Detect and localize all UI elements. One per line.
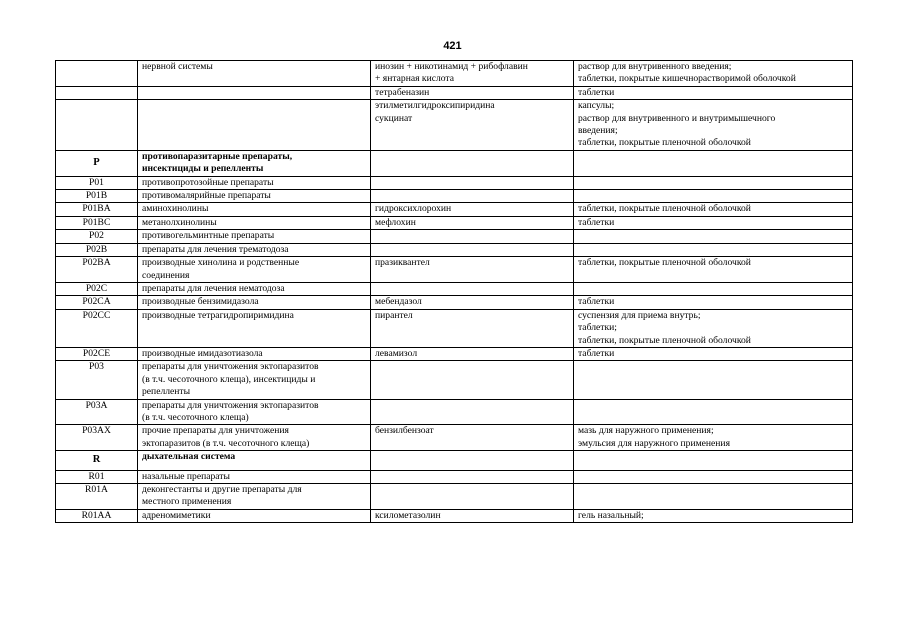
atc-code-cell: P02CC <box>56 309 138 347</box>
cell-line: празиквантел <box>375 257 430 269</box>
table-row <box>56 61 853 87</box>
cell-line: суспензия для приема внутрь; <box>578 309 701 321</box>
atc-group-name-cell <box>138 150 371 176</box>
table-row <box>56 100 853 151</box>
table-row <box>56 243 853 256</box>
dosage-form-cell <box>574 361 853 399</box>
atc-group-name-cell <box>138 399 371 425</box>
atc-code-cell: P02CA <box>56 296 138 309</box>
cell-line: противопротозойные препараты <box>142 176 274 188</box>
cell-line: производные хинолина и родственные <box>142 257 300 269</box>
dosage-form-cell <box>574 425 853 451</box>
atc-code-cell: P02C <box>56 282 138 295</box>
dosage-form-cell <box>574 150 853 176</box>
table-row <box>56 347 853 360</box>
cell-line: ксилометазолин <box>375 509 441 521</box>
table-row <box>56 216 853 229</box>
atc-code-cell: P03AX <box>56 425 138 451</box>
cell-line: введения; <box>578 125 618 137</box>
atc-code-cell: P02BA <box>56 257 138 283</box>
drug-name-cell <box>371 282 574 295</box>
cell-line: таблетки, покрытые кишечнорастворимой оболочкой <box>578 73 796 85</box>
table-row <box>56 309 853 347</box>
cell-line: пирантел <box>375 309 413 321</box>
drug-name-cell <box>371 425 574 451</box>
atc-code-cell: P01B <box>56 190 138 203</box>
dosage-form-cell <box>574 203 853 216</box>
cell-line: инозин + никотинамид + рибофлавин <box>375 61 528 72</box>
atc-group-name-cell <box>138 243 371 256</box>
table-row <box>56 230 853 243</box>
cell-line: таблетки; <box>578 322 617 334</box>
cell-line: бензилбензоат <box>375 425 434 437</box>
atc-code-cell: R01 <box>56 470 138 483</box>
cell-line: таблетки <box>578 296 615 308</box>
cell-line: таблетки <box>578 86 615 98</box>
atc-code-cell: R01AA <box>56 509 138 522</box>
atc-code-cell: P03A <box>56 399 138 425</box>
table-row <box>56 176 853 189</box>
table-row <box>56 509 853 522</box>
atc-group-name-cell <box>138 86 371 99</box>
atc-group-name-cell <box>138 282 371 295</box>
cell-line: препараты для лечения нематодоза <box>142 282 285 294</box>
cell-line: препараты для уничтожения эктопаразитов <box>142 361 319 373</box>
section-row <box>56 451 853 470</box>
dosage-form-cell <box>574 61 853 87</box>
atc-group-name-cell <box>138 347 371 360</box>
cell-line: аминохинолины <box>142 203 209 215</box>
drug-name-cell <box>371 257 574 283</box>
cell-line: производные тетрагидропиримидина <box>142 309 294 321</box>
atc-group-name-cell <box>138 257 371 283</box>
atc-code-cell <box>56 61 138 87</box>
dosage-form-cell <box>574 230 853 243</box>
cell-line: левамизол <box>375 347 418 359</box>
atc-code-cell: P02CE <box>56 347 138 360</box>
drug-name-cell <box>371 150 574 176</box>
drug-name-cell <box>371 399 574 425</box>
atc-code-cell: P02 <box>56 230 138 243</box>
atc-group-name-cell <box>138 451 371 470</box>
drug-name-cell <box>371 86 574 99</box>
cell-line: мефлохин <box>375 216 416 228</box>
cell-line: раствор для внутривенного и внутримышечного <box>578 112 776 124</box>
drug-name-cell <box>371 484 574 510</box>
atc-group-name-cell <box>138 425 371 451</box>
drug-name-cell <box>371 451 574 470</box>
cell-line: адреномиметики <box>142 509 211 521</box>
cell-line: препараты для лечения трематодоза <box>142 243 289 255</box>
table-row <box>56 86 853 99</box>
drug-name-cell <box>371 100 574 151</box>
dosage-form-cell <box>574 243 853 256</box>
cell-line: таблетки <box>578 347 615 359</box>
cell-line: препараты для уничтожения эктопаразитов <box>142 399 319 411</box>
drug-name-cell <box>371 470 574 483</box>
atc-group-name-cell <box>138 216 371 229</box>
cell-line: раствор для внутривенного введения; <box>578 61 732 72</box>
atc-group-name-cell <box>138 361 371 399</box>
cell-line: противомалярийные препараты <box>142 190 271 202</box>
table-row <box>56 257 853 283</box>
drug-name-cell <box>371 296 574 309</box>
drug-name-cell <box>371 190 574 203</box>
atc-group-name-cell <box>138 309 371 347</box>
atc-code-cell: P01BA <box>56 203 138 216</box>
cell-line: сукцинат <box>375 112 413 124</box>
dosage-form-cell <box>574 86 853 99</box>
drug-name-cell <box>371 61 574 87</box>
drug-list-table <box>55 60 853 523</box>
atc-code-cell <box>56 100 138 151</box>
dosage-form-cell <box>574 100 853 151</box>
cell-line: капсулы; <box>578 100 615 112</box>
cell-line: эмульсия для наружного применения <box>578 437 730 449</box>
atc-code-cell: P03 <box>56 361 138 399</box>
drug-name-cell <box>371 216 574 229</box>
atc-group-name-cell <box>138 296 371 309</box>
cell-line: таблетки, покрытые пленочной оболочкой <box>578 334 751 346</box>
table-row <box>56 361 853 399</box>
cell-line: таблетки, покрытые пленочной оболочкой <box>578 203 751 215</box>
drug-name-cell <box>371 243 574 256</box>
atc-group-name-cell <box>138 230 371 243</box>
cell-line: мебендазол <box>375 296 422 308</box>
dosage-form-cell <box>574 509 853 522</box>
cell-line: соединения <box>142 269 190 281</box>
table-row <box>56 190 853 203</box>
cell-line: прочие препараты для уничтожения <box>142 425 289 437</box>
cell-line: деконгестанты и другие препараты для <box>142 484 302 495</box>
cell-line: дыхательная система <box>142 451 236 463</box>
dosage-form-cell <box>574 451 853 470</box>
atc-group-name-cell <box>138 203 371 216</box>
cell-line: репелленты <box>142 386 191 398</box>
cell-line: этилметилгидроксипиридина <box>375 100 495 112</box>
table-row <box>56 296 853 309</box>
cell-line: производные бензимидазола <box>142 296 259 308</box>
atc-code-cell: R01A <box>56 484 138 510</box>
drug-name-cell <box>371 230 574 243</box>
table-row <box>56 282 853 295</box>
drug-name-cell <box>371 203 574 216</box>
cell-line: мазь для наружного применения; <box>578 425 714 437</box>
cell-line: назальные препараты <box>142 470 230 482</box>
table-row <box>56 203 853 216</box>
table-row <box>56 484 853 510</box>
cell-line: инсектициды и репелленты <box>142 163 264 175</box>
dosage-form-cell <box>574 296 853 309</box>
table-row <box>56 399 853 425</box>
atc-group-name-cell <box>138 484 371 510</box>
atc-code-cell <box>56 86 138 99</box>
cell-line: + янтарная кислота <box>375 73 455 85</box>
atc-code-cell: P <box>56 150 138 176</box>
cell-line: гель назальный; <box>578 509 644 521</box>
cell-line: местного применения <box>142 496 232 508</box>
cell-line: таблетки, покрытые пленочной оболочкой <box>578 257 751 269</box>
cell-line: метанолхинолины <box>142 216 217 228</box>
atc-group-name-cell <box>138 100 371 151</box>
dosage-form-cell <box>574 176 853 189</box>
drug-name-cell <box>371 509 574 522</box>
cell-line: таблетки, покрытые пленочной оболочкой <box>578 137 751 149</box>
cell-line: таблетки <box>578 216 615 228</box>
table-row <box>56 470 853 483</box>
cell-line: нервной системы <box>142 61 213 72</box>
section-row <box>56 150 853 176</box>
drug-name-cell <box>371 347 574 360</box>
atc-code-cell: P01 <box>56 176 138 189</box>
cell-line: (в т.ч. чесоточного клеща) <box>142 411 249 423</box>
cell-line: тетрабеназин <box>375 86 430 98</box>
drug-name-cell <box>371 176 574 189</box>
atc-group-name-cell <box>138 509 371 522</box>
cell-line: противопаразитарные препараты, <box>142 150 293 162</box>
dosage-form-cell <box>574 484 853 510</box>
atc-group-name-cell <box>138 190 371 203</box>
cell-line: производные имидазотиазола <box>142 347 263 359</box>
cell-line: (в т.ч. чесоточного клеща), инсектициды и <box>142 373 316 385</box>
drug-name-cell <box>371 309 574 347</box>
cell-line: эктопаразитов (в т.ч. чесоточного клеща) <box>142 437 310 449</box>
dosage-form-cell <box>574 282 853 295</box>
page-number: 421 <box>443 40 462 52</box>
atc-code-cell: P01BC <box>56 216 138 229</box>
cell-line: гидроксихлорохин <box>375 203 452 215</box>
atc-code-cell: R <box>56 451 138 470</box>
dosage-form-cell <box>574 216 853 229</box>
dosage-form-cell <box>574 190 853 203</box>
dosage-form-cell <box>574 309 853 347</box>
dosage-form-cell <box>574 347 853 360</box>
dosage-form-cell <box>574 399 853 425</box>
atc-group-name-cell <box>138 470 371 483</box>
atc-group-name-cell <box>138 176 371 189</box>
atc-group-name-cell <box>138 61 371 87</box>
dosage-form-cell <box>574 257 853 283</box>
dosage-form-cell <box>574 470 853 483</box>
atc-code-cell: P02B <box>56 243 138 256</box>
table-row <box>56 425 853 451</box>
cell-line: противогельминтные препараты <box>142 230 275 242</box>
drug-name-cell <box>371 361 574 399</box>
